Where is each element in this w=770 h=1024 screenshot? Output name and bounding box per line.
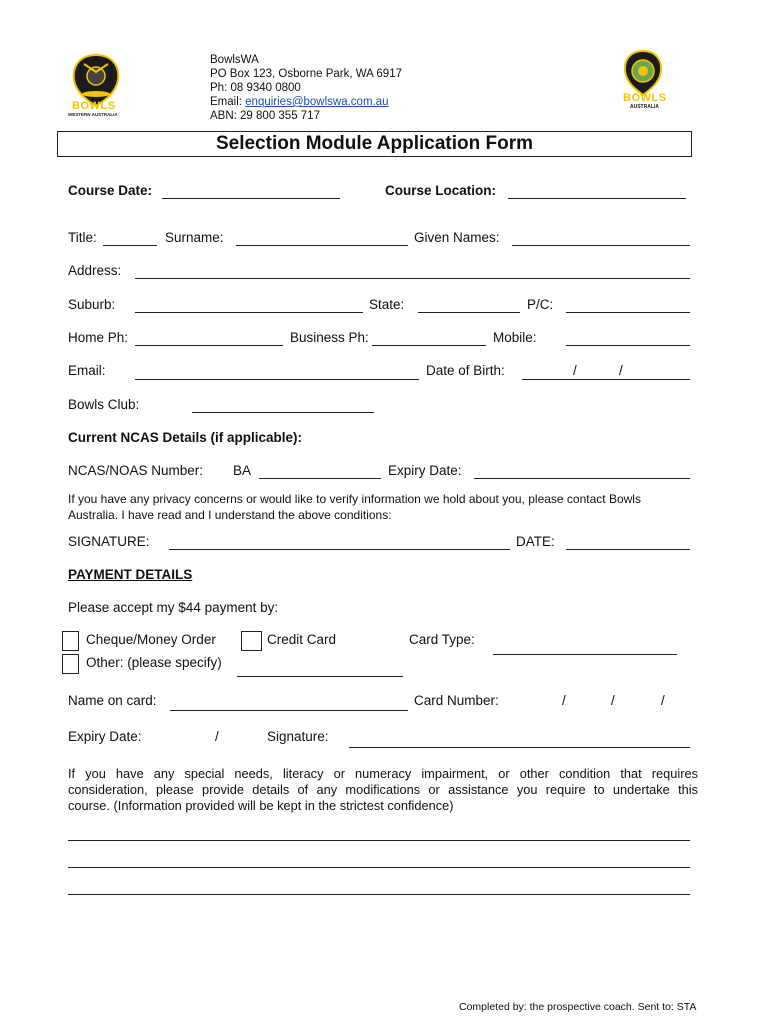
ncas-heading: Current NCAS Details (if applicable): [68, 430, 303, 445]
pc-label: P/C: [527, 297, 554, 312]
org-po-box: PO Box 123, Osborne Park, WA 6917 [210, 68, 402, 80]
signature-label: SIGNATURE: [68, 534, 150, 549]
dob-label: Date of Birth: [426, 363, 505, 378]
course-location-field[interactable] [508, 198, 686, 199]
cheque-label: Cheque/Money Order [86, 632, 216, 647]
card-number-sep-3: / [661, 693, 665, 708]
card-expiry-label: Expiry Date: [68, 729, 142, 744]
special-needs-line-3[interactable] [68, 894, 690, 895]
payment-signature-label: Signature: [267, 729, 329, 744]
other-checkbox[interactable] [62, 654, 79, 674]
ncas-expiry-field[interactable] [474, 478, 690, 479]
payment-intro: Please accept my $44 payment by: [68, 600, 279, 615]
email-field[interactable] [135, 379, 419, 380]
title-field[interactable] [103, 245, 157, 246]
payment-heading: PAYMENT DETAILS [68, 567, 193, 582]
dob-field[interactable] [522, 379, 690, 380]
suburb-field[interactable] [135, 312, 363, 313]
org-address-block [210, 53, 402, 123]
org-email-prefix: Email: [210, 96, 246, 108]
logo-left-word: BOWLS [72, 100, 116, 112]
signature-date-field[interactable] [566, 549, 690, 550]
other-field[interactable] [237, 676, 403, 677]
org-name: BowlsWA [210, 54, 259, 66]
form-title: Selection Module Application Form [57, 131, 692, 157]
business-ph-field[interactable] [372, 345, 486, 346]
course-date-field[interactable] [162, 198, 340, 199]
card-number-label: Card Number: [414, 693, 499, 708]
state-label: State: [369, 297, 405, 312]
bowls-club-field[interactable] [192, 412, 374, 413]
ncas-number-field[interactable] [259, 478, 381, 479]
home-ph-field[interactable] [135, 345, 283, 346]
card-number-sep-2: / [611, 693, 615, 708]
business-ph-label: Business Ph: [290, 330, 369, 345]
special-line-2: consideration, please provide details of any modifications or assistance you require to undertake this [68, 782, 698, 797]
special-needs-line-1[interactable] [68, 840, 690, 841]
mobile-field[interactable] [566, 345, 690, 346]
org-abn: ABN: 29 800 355 717 [210, 110, 320, 122]
card-number-sep-1: / [562, 693, 566, 708]
address-label: Address: [68, 263, 122, 278]
course-date-label: Course Date: [68, 183, 153, 198]
dob-separator-1: / [573, 363, 577, 378]
signature-field[interactable] [169, 549, 510, 550]
credit-card-label: Credit Card [267, 632, 337, 647]
course-location-label: Course Location: [385, 183, 497, 198]
ncas-number-label: NCAS/NOAS Number: [68, 463, 204, 478]
org-email-line [210, 95, 402, 109]
special-line-3: course. (Information provided will be kept in the strictest confidence) [68, 798, 454, 813]
footer-note: Completed by: the prospective coach. Sent to: STA [459, 1001, 697, 1013]
state-field[interactable] [418, 312, 520, 313]
dob-separator-2: / [619, 363, 623, 378]
payment-signature-field[interactable] [349, 747, 690, 748]
name-on-card-field[interactable] [170, 710, 408, 711]
logo-right-word: BOWLS [623, 92, 667, 104]
bowls-club-label: Bowls Club: [68, 397, 140, 412]
given-names-label: Given Names: [414, 230, 500, 245]
card-type-field[interactable] [493, 654, 677, 655]
title-label: Title: [68, 230, 97, 245]
signature-date-label: DATE: [516, 534, 555, 549]
email-label: Email: [68, 363, 106, 378]
given-names-field[interactable] [512, 245, 690, 246]
privacy-line-1: If you have any privacy concerns or would like to verify information we hold about you, please contact Bowls [68, 492, 641, 506]
special-needs-notice [68, 766, 698, 814]
other-label: Other: (please specify) [86, 655, 222, 670]
privacy-notice [68, 491, 690, 523]
special-line-1: If you have any special needs, literacy or numeracy impairment, or other condition that requires [68, 766, 698, 781]
surname-field[interactable] [236, 245, 408, 246]
card-type-label: Card Type: [409, 632, 475, 647]
card-expiry-sep: / [215, 729, 219, 744]
org-email-link[interactable]: enquiries@bowlswa.com.au [245, 96, 389, 108]
name-on-card-label: Name on card: [68, 693, 157, 708]
cheque-checkbox[interactable] [62, 631, 79, 651]
logo-left-sub: WESTERN AUSTRALIA [68, 112, 118, 117]
special-needs-line-2[interactable] [68, 867, 690, 868]
home-ph-label: Home Ph: [68, 330, 129, 345]
credit-card-checkbox[interactable] [241, 631, 262, 651]
privacy-line-2: Australia. I have read and I understand the above conditions: [68, 508, 392, 522]
pc-field[interactable] [566, 312, 690, 313]
org-phone: Ph: 08 9340 0800 [210, 82, 301, 94]
logo-right-sub: AUSTRALIA [630, 104, 659, 110]
mobile-label: Mobile: [493, 330, 537, 345]
ncas-prefix: BA [233, 463, 252, 478]
suburb-label: Suburb: [68, 297, 116, 312]
surname-label: Surname: [165, 230, 224, 245]
address-field[interactable] [135, 278, 690, 279]
ncas-expiry-label: Expiry Date: [388, 463, 462, 478]
